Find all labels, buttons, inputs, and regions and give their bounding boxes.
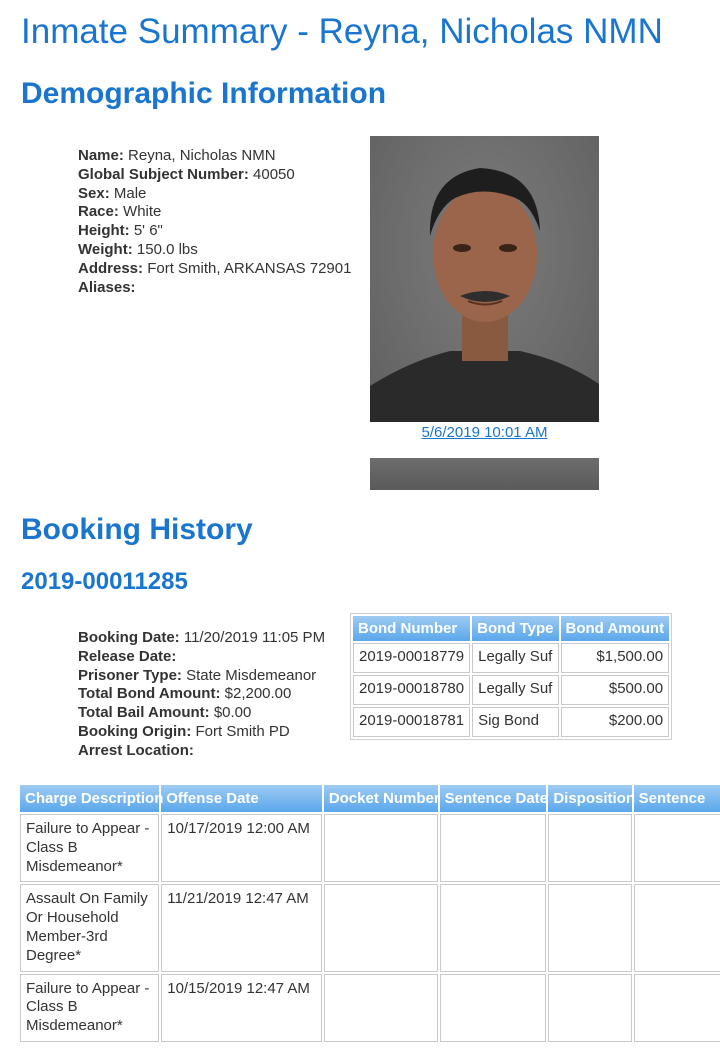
booking-info bbox=[78, 629, 325, 761]
table-cell: 10/17/2019 12:00 AM bbox=[161, 814, 322, 882]
height-row bbox=[78, 222, 351, 241]
field-label: Global Subject Number: bbox=[78, 165, 249, 183]
booking-origin-row bbox=[78, 723, 325, 742]
demographic-info bbox=[78, 147, 351, 297]
field-value: 40050 bbox=[253, 165, 295, 183]
field-value: Fort Smith PD bbox=[195, 722, 290, 740]
table-cell bbox=[440, 974, 547, 1042]
table-cell: $500.00 bbox=[561, 675, 670, 705]
photo-date-link[interactable]: 5/6/2019 10:01 AM bbox=[421, 424, 548, 441]
race-row bbox=[78, 203, 351, 222]
table-cell bbox=[634, 884, 720, 971]
table-cell bbox=[324, 974, 438, 1042]
bond-header-row bbox=[353, 616, 669, 641]
total-bond-row bbox=[78, 685, 325, 704]
table-cell bbox=[634, 974, 720, 1042]
field-label: Address: bbox=[78, 259, 144, 277]
bond-table bbox=[350, 613, 672, 740]
field-label: Booking Origin: bbox=[78, 722, 192, 740]
release-date-row bbox=[78, 648, 325, 667]
table-cell bbox=[324, 884, 438, 971]
column-header: Sentence Date bbox=[440, 785, 547, 812]
field-value: State Misdemeanor bbox=[186, 666, 317, 684]
table-cell: Sig Bond bbox=[472, 707, 558, 737]
field-label: Height: bbox=[78, 222, 130, 240]
table-row bbox=[20, 884, 720, 971]
booking-number: 2019-00011285 bbox=[21, 568, 188, 595]
charge-table bbox=[18, 783, 720, 1044]
column-header: Bond Type bbox=[472, 616, 558, 641]
table-cell: Failure to Appear - Class B Misdemeanor* bbox=[20, 974, 159, 1042]
prisoner-type-row bbox=[78, 667, 325, 686]
table-cell: Assault On Family Or Household Member-3rd Degree* bbox=[20, 884, 159, 971]
table-cell bbox=[548, 884, 631, 971]
column-header: Disposition bbox=[548, 785, 631, 812]
table-cell: Failure to Appear - Class B Misdemeanor* bbox=[20, 814, 159, 882]
field-label: Booking Date: bbox=[78, 629, 180, 646]
subject-number-row bbox=[78, 166, 351, 185]
field-label: Total Bond Amount: bbox=[78, 685, 221, 703]
table-cell: $200.00 bbox=[561, 707, 670, 737]
column-header: Bond Amount bbox=[561, 616, 670, 641]
mugshot-photo[interactable] bbox=[370, 136, 599, 422]
arrest-location-row bbox=[78, 742, 325, 761]
table-row bbox=[353, 643, 669, 673]
field-label: Race: bbox=[78, 203, 119, 221]
field-label: Arrest Location: bbox=[78, 741, 194, 759]
name-row bbox=[78, 147, 351, 166]
table-cell: Legally Suf bbox=[472, 643, 558, 673]
page-title: Inmate Summary - Reyna, Nicholas NMN bbox=[21, 12, 663, 51]
aliases-row bbox=[78, 279, 351, 298]
field-label: Weight: bbox=[78, 240, 133, 258]
table-cell: Legally Suf bbox=[472, 675, 558, 705]
table-cell bbox=[440, 884, 547, 971]
table-cell: $1,500.00 bbox=[561, 643, 670, 673]
charge-header-row bbox=[20, 785, 720, 812]
table-cell: 11/21/2019 12:47 AM bbox=[161, 884, 322, 971]
table-cell: 2019-00018780 bbox=[353, 675, 470, 705]
field-label: Release Date: bbox=[78, 647, 177, 665]
table-row bbox=[20, 974, 720, 1042]
field-value: White bbox=[123, 203, 162, 221]
field-value: Fort Smith, ARKANSAS 72901 bbox=[147, 259, 352, 277]
table-cell bbox=[324, 814, 438, 882]
field-value: Reyna, Nicholas NMN bbox=[128, 147, 276, 164]
column-header: Bond Number bbox=[353, 616, 470, 641]
field-label: Total Bail Amount: bbox=[78, 704, 210, 722]
field-label: Sex: bbox=[78, 184, 110, 202]
field-value: 11/20/2019 11:05 PM bbox=[183, 629, 326, 646]
total-bail-row bbox=[78, 704, 325, 723]
column-header: Offense Date bbox=[161, 785, 322, 812]
column-header: Sentence bbox=[634, 785, 720, 812]
field-value: $2,200.00 bbox=[224, 685, 292, 703]
mugshot-illustration bbox=[370, 136, 599, 422]
booking-history-heading: Booking History bbox=[21, 513, 253, 546]
sex-row bbox=[78, 185, 351, 204]
table-row bbox=[20, 814, 720, 882]
table-cell bbox=[548, 814, 631, 882]
field-value: Male bbox=[113, 184, 147, 202]
weight-row bbox=[78, 241, 351, 260]
table-cell: 10/15/2019 12:47 AM bbox=[161, 974, 322, 1042]
table-cell bbox=[634, 814, 720, 882]
table-row bbox=[353, 675, 669, 705]
field-label: Name: bbox=[78, 147, 124, 164]
charge-table-container[interactable] bbox=[18, 783, 720, 1044]
booking-date-row bbox=[78, 629, 325, 648]
column-header: Docket Number bbox=[324, 785, 438, 812]
field-value: 5' 6" bbox=[133, 222, 163, 240]
field-label: Prisoner Type: bbox=[78, 666, 182, 684]
field-value: 150.0 lbs bbox=[136, 240, 198, 258]
table-cell bbox=[440, 814, 547, 882]
secondary-photo[interactable] bbox=[370, 458, 599, 490]
table-row bbox=[353, 707, 669, 737]
field-label: Aliases: bbox=[78, 278, 136, 296]
column-header: Charge Description bbox=[20, 785, 159, 812]
demographic-heading: Demographic Information bbox=[21, 77, 387, 110]
table-cell: 2019-00018781 bbox=[353, 707, 470, 737]
field-value: $0.00 bbox=[213, 704, 252, 722]
table-cell bbox=[548, 974, 631, 1042]
table-cell: 2019-00018779 bbox=[353, 643, 470, 673]
address-row bbox=[78, 260, 351, 279]
